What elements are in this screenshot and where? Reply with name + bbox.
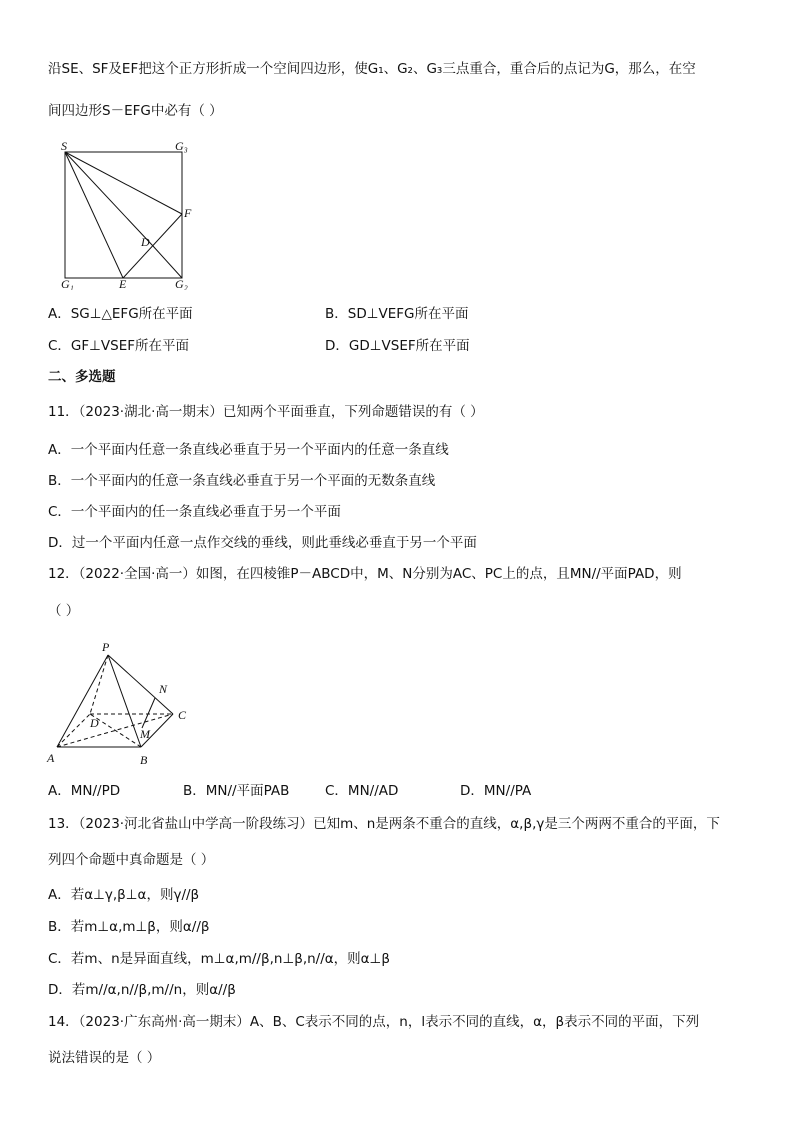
q11-option-a[interactable]: A．一个平面内任意一条直线必垂直于另一个平面内的任意一条直线 — [48, 442, 449, 458]
label-D: D — [90, 716, 99, 730]
label-N: N — [159, 682, 168, 696]
label-F: F — [184, 206, 192, 220]
label-G3: G₃ — [175, 140, 188, 153]
label-A: A — [47, 751, 55, 765]
q11-option-b[interactable]: B．一个平面内的任意一条直线必垂直于另一个平面的无数条直线 — [48, 473, 436, 489]
edge-PB — [108, 655, 141, 747]
q13-option-a[interactable]: A．若α⊥γ,β⊥α，则γ//β — [48, 887, 200, 903]
q13-option-b[interactable]: B．若m⊥α,m⊥β，则α//β — [48, 919, 210, 935]
label-D: D — [141, 235, 150, 249]
label-S: S — [61, 140, 67, 153]
q12-stem-line1: 12．（2022·全国·高一）如图，在四棱锥P－ABCD中，M、N分别为AC、PC上的点，且MN//平面PAD，则 — [48, 566, 682, 582]
q13-option-d[interactable]: D．若m//α,n//β,m//n，则α//β — [48, 982, 236, 998]
q13-stem-line2: 列四个命题中真命题是（ ） — [48, 852, 215, 868]
segment-DG2 — [153, 246, 182, 278]
q13-stem-line1: 13．（2023·河北省盐山中学高一阶段练习）已知m、n是两条不重合的直线，α,β,γ是三个两两不重合的平面，下 — [48, 816, 720, 832]
segment-SD — [65, 152, 153, 246]
q12-option-a[interactable]: A．MN//PD — [48, 783, 121, 799]
q12-option-b[interactable]: B．MN//平面PAB — [183, 783, 290, 799]
label-B: B — [140, 753, 148, 767]
section-heading: 二、多选题 — [48, 369, 116, 385]
label-G1: G₁ — [61, 277, 74, 290]
edge-PD — [90, 655, 108, 714]
label-M: M — [140, 727, 150, 741]
q12-option-c[interactable]: C．MN//AD — [325, 783, 399, 799]
q10-option-d[interactable]: D．GD⊥VSEF所在平面 — [325, 338, 470, 354]
q12-option-d[interactable]: D．MN//PA — [460, 783, 532, 799]
q10-stem-line1: 沿SE、SF及EF把这个正方形折成一个空间四边形，使G₁、G₂、G₃三点重合，重合后的点记为G，那么，在空 — [48, 61, 696, 77]
segment-SF — [65, 152, 182, 214]
q10-stem-line2: 间四边形S－EFG中必有（ ） — [48, 103, 223, 119]
q10-option-a[interactable]: A．SG⊥△EFG所在平面 — [48, 306, 193, 322]
segment-MN — [142, 698, 155, 728]
q14-stem-line2: 说法错误的是（ ） — [48, 1050, 161, 1066]
edge-PA — [57, 655, 108, 747]
q11-stem: 11．（2023·湖北·高一期末）已知两个平面垂直，下列命题错误的有（ ） — [48, 404, 484, 420]
q14-stem-line1: 14．（2023·广东高州·高一期末）A、B、C表示不同的点，n，l表示不同的直线，α，β表示不同的平面，下列 — [48, 1014, 700, 1030]
q12-stem-line2: （ ） — [48, 603, 80, 619]
q10-figure — [55, 140, 205, 290]
label-G2: G₂ — [175, 277, 188, 290]
label-E: E — [119, 277, 127, 290]
segment-SE — [65, 152, 123, 278]
q10-option-b[interactable]: B．SD⊥VEFG所在平面 — [325, 306, 469, 322]
q10-option-c[interactable]: C．GF⊥VSEF所在平面 — [48, 338, 190, 354]
label-C: C — [178, 708, 187, 722]
q11-option-c[interactable]: C．一个平面内的任一条直线必垂直于另一个平面 — [48, 504, 341, 520]
q12-figure — [45, 635, 205, 770]
label-P: P — [102, 640, 110, 654]
q13-option-c[interactable]: C．若m、n是异面直线，m⊥α,m//β,n⊥β,n//α，则α⊥β — [48, 951, 390, 967]
q11-option-d[interactable]: D．过一个平面内任意一点作交线的垂线，则此垂线必垂直于另一个平面 — [48, 535, 477, 551]
